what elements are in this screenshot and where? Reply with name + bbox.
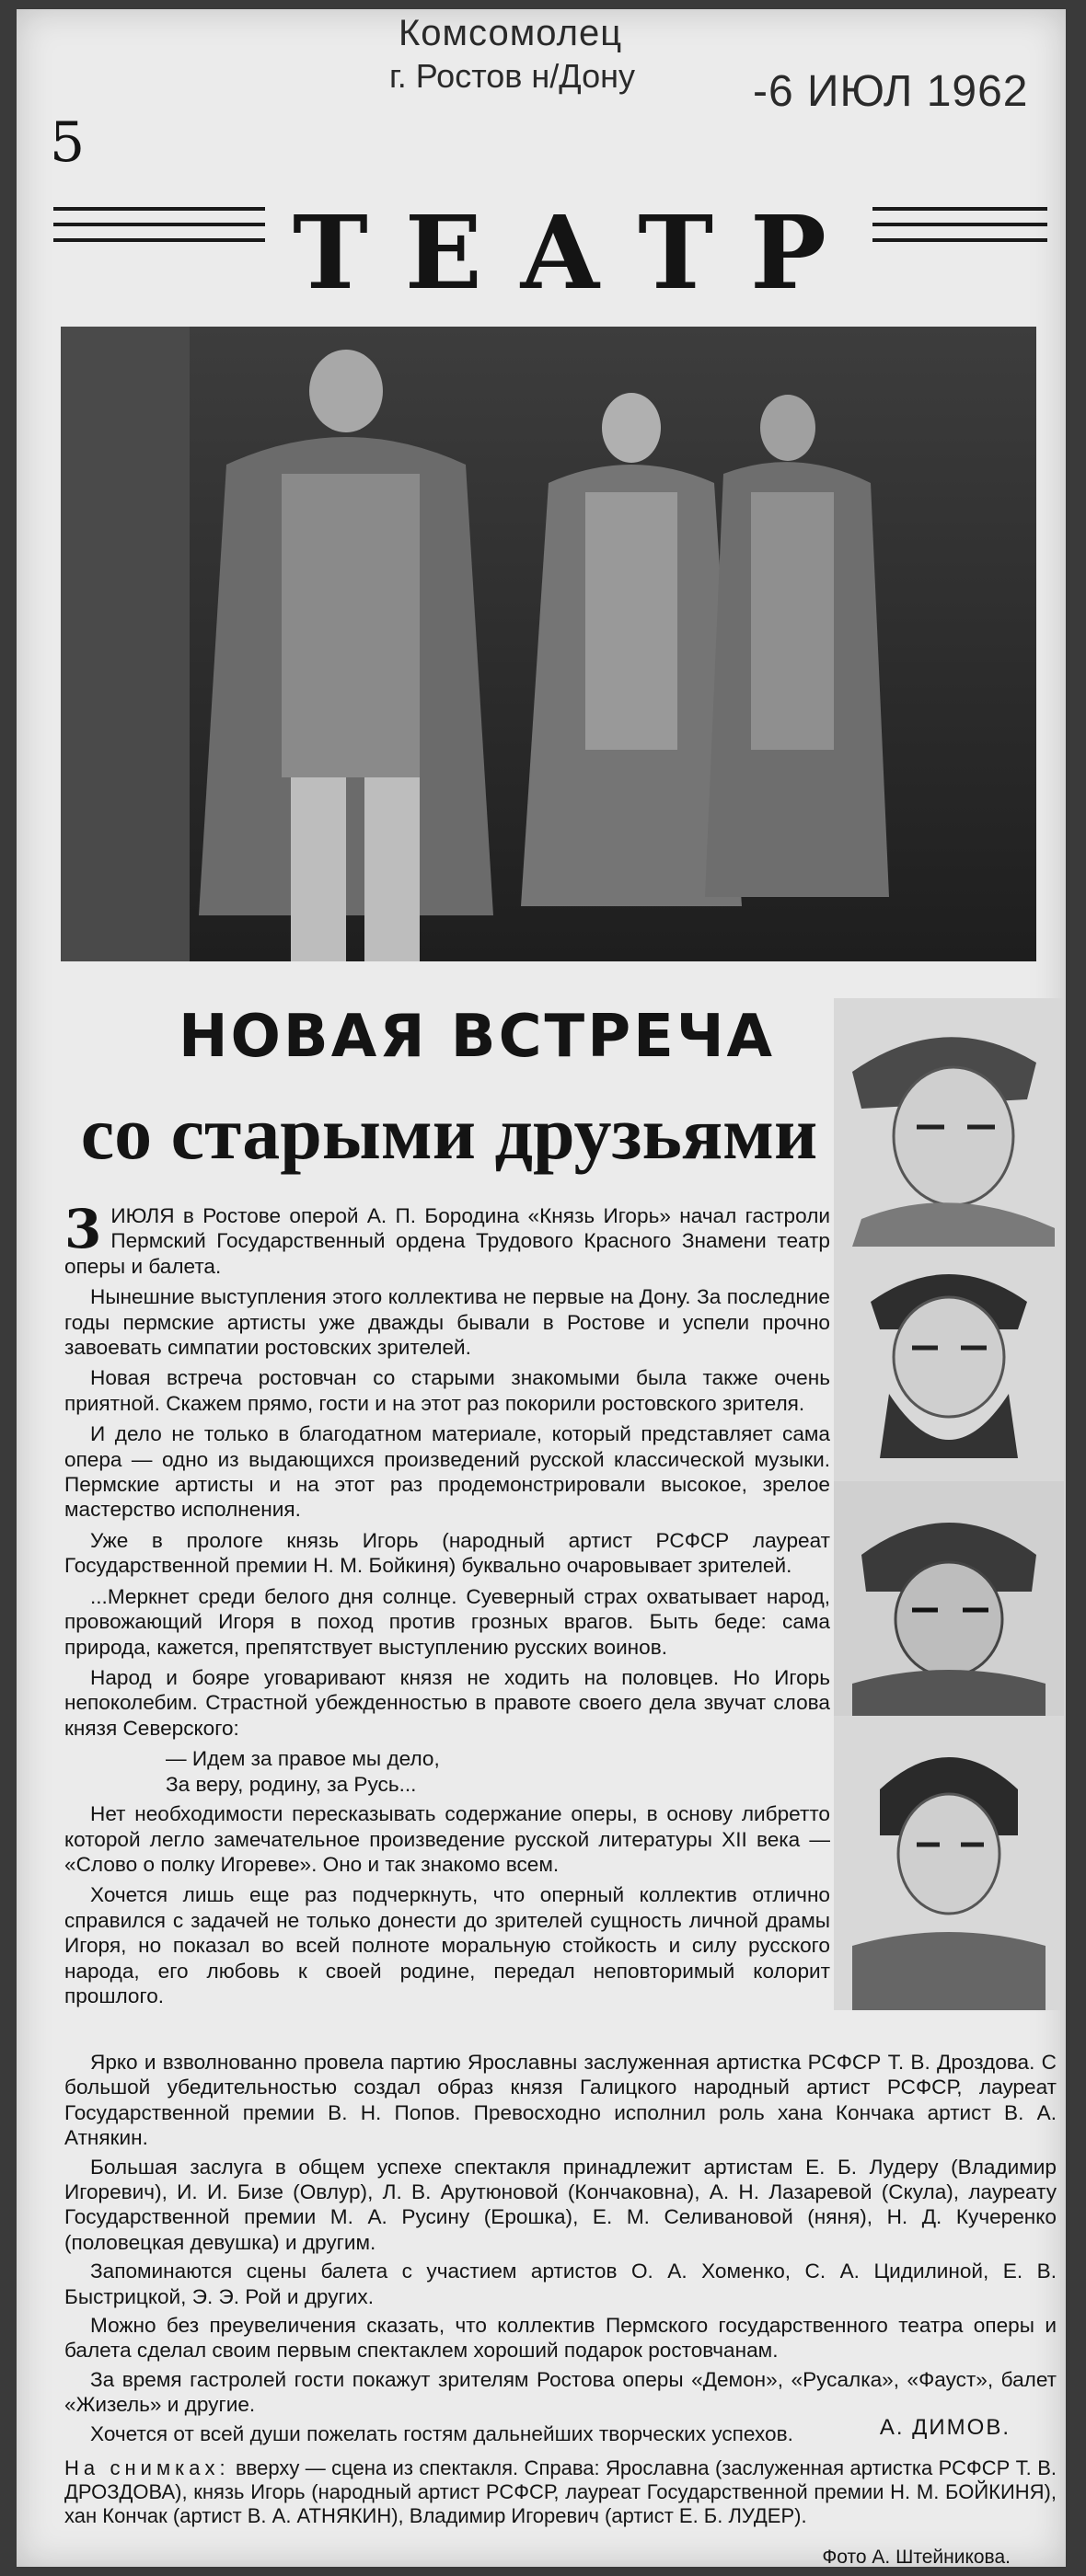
- article-paragraph: Хочется от всей души пожелать гостям дальнейших творческих успехов.: [90, 2421, 793, 2445]
- newspaper-clipping: [17, 9, 1066, 2567]
- header-rule-left-2: [53, 223, 265, 226]
- article-paragraph: Народ и бояре уговаривают князя не ходить на половцев. Но Игорь непоколебим. Страстной убежденностью в правоте своего дела звучат слова князя Северского:: [64, 1665, 830, 1740]
- article-author: А. ДИМОВ.: [879, 2415, 1011, 2440]
- portrait-yaroslavna: [834, 998, 1064, 1247]
- article-body: [64, 1198, 830, 2014]
- caption-prefix: На снимках:: [64, 2456, 230, 2479]
- article-paragraph: Запоминаются сцены балета с участием артистов О. А. Хоменко, С. А. Цидилиной, Е. В. Быстрицкой, Э. Э. Рой и других.: [64, 2260, 1057, 2308]
- header-rule-right-3: [872, 238, 1047, 242]
- date-stamp: -6 ИЮЛ 1962: [753, 67, 1029, 116]
- article-body-wide: [64, 2050, 1057, 2450]
- headline-line-2: со старыми друзьями: [80, 1091, 818, 1175]
- header-rule-left-3: [53, 238, 265, 242]
- portrait-prince-igor: [834, 1247, 1064, 1481]
- portrait-vladimir-igorevich: [834, 1716, 1064, 2010]
- article-paragraph: И дело не только в благодатном материале, который представляет сама опера — одно из выдающихся произведений русской классической музыки. Пермские артисты и на этот раз продемонстрировали высокое, зрелое мастерство исполнения.: [64, 1422, 830, 1522]
- article-paragraph: Нынешние выступления этого коллектива не первые на Дону. За последние годы пермские артисты уже дважды бывали в Ростове и успели прочно завоевать симпатии ростовских зрителей.: [64, 1285, 830, 1360]
- verse-quote: [64, 1746, 830, 1798]
- photo-credit: Фото А. Штейникова.: [822, 2547, 1011, 2568]
- header-rule-right-2: [872, 223, 1047, 226]
- article-paragraph: За время гастролей гости покажут зрителям Ростова оперы «Демон», «Русалка», «Фауст», балет «Жизель» и другие.: [64, 2367, 1057, 2417]
- article-paragraph: Новая встреча ростовчан со старыми знакомыми была также очень приятной. Скажем прямо, гости и на этот раз покорили ростовского зрителя.: [64, 1366, 830, 1415]
- stage-scene-photo: [61, 327, 1036, 961]
- portrait-khan-konchak: [834, 1481, 1064, 1716]
- article-paragraph: Хочется лишь еще раз подчеркнуть, что оперный коллектив отлично справился с задачей не только донести до зрителей сущность личной драмы Игоря, но показал во всей полноте моральную стойкость и силу русского народа, его любовь к своей родине, передал неповторимый колорит прошлого.: [64, 1883, 830, 2007]
- section-title: ТЕАТР: [293, 193, 863, 312]
- headline-line-1: НОВАЯ ВСТРЕЧА: [178, 1003, 776, 1071]
- article-paragraph: Ярко и взволнованно провела партию Ярославны заслуженная артистка РСФСР Т. В. Дроздова. С большой убедительностью создал образ князя Галицкого народный артист РСФСР, лауреат Государственной премии В. Н. Попов. Превосходно исполнил роль хана Кончака артист В. А. Атнякин.: [64, 2051, 1057, 2150]
- photo-caption: [64, 2456, 1057, 2528]
- article-paragraph: 3 ИЮЛЯ в Ростове оперой А. П. Бородина «Князь Игорь» начал гастроли Пермский Государственный ордена Трудового Красного Знамени театр оперы и балета.: [64, 1198, 830, 1278]
- city-stamp: г. Ростов н/Дону: [389, 57, 635, 95]
- article-paragraph: Нет необходимости пересказывать содержание оперы, в основу либретто которой легло замечательное произведение русской литературы XII века — «Слово о полку Игореве». Оно и так знакомо всем.: [64, 1802, 830, 1876]
- article-paragraph: Большая заслуга в общем успехе спектакля принадлежит артистам Е. Б. Лудеру (Владимир Игоревич), И. И. Бизе (Овлур), Л. В. Арутюновой (Кончаковна), А. Н. Лазаревой (Скула), лауреату Государственной премии М. А. Русину (Ерошка), Е. М. Селивановой (няня), Н. Д. Кучеренко (половецкая девушка) и другим.: [64, 2155, 1057, 2254]
- verse-line: — Идем за правое мы дело,: [166, 1747, 440, 1771]
- article-paragraph: ...Меркнет среди белого дня солнце. Суеверный страх охватывает народ, провожающий Игоря в поход против грозных врагов. Быть беде: сама природа, кажется, препятствует выступлению русских воинов.: [64, 1584, 830, 1659]
- drop-cap: 3: [64, 1198, 102, 1260]
- verse-line: За веру, родину, за Русь...: [166, 1773, 417, 1797]
- article-paragraph: Уже в прологе князь Игорь (народный артист РСФСР лауреат Государственной премии Н. М. Бойкиня) буквально очаровывает зрителей.: [64, 1528, 830, 1578]
- caption-text: вверху — сцена из спектакля. Справа: Ярославна (заслуженная артистка РСФСР Т. В. ДРОЗДОВА), князь Игорь (народный артист РСФСР, лауреат Государственной премии Н. М. БОЙКИНЯ), хан Кончак (артист В. А. АТНЯКИН), Владимир Игоревич (артист Е. Б. ЛУДЕР).: [64, 2456, 1057, 2527]
- header-rule-right-1: [872, 207, 1047, 211]
- article-paragraph: Можно без преувеличения сказать, что коллектив Пермского государственного театра оперы и балета сделал своим первым спектаклем хороший подарок ростовчанам.: [64, 2314, 1057, 2363]
- newspaper-name-stamp: Комсомолец: [399, 13, 623, 53]
- header-rule-left-1: [53, 207, 265, 211]
- handwritten-page-number: 5: [50, 110, 86, 175]
